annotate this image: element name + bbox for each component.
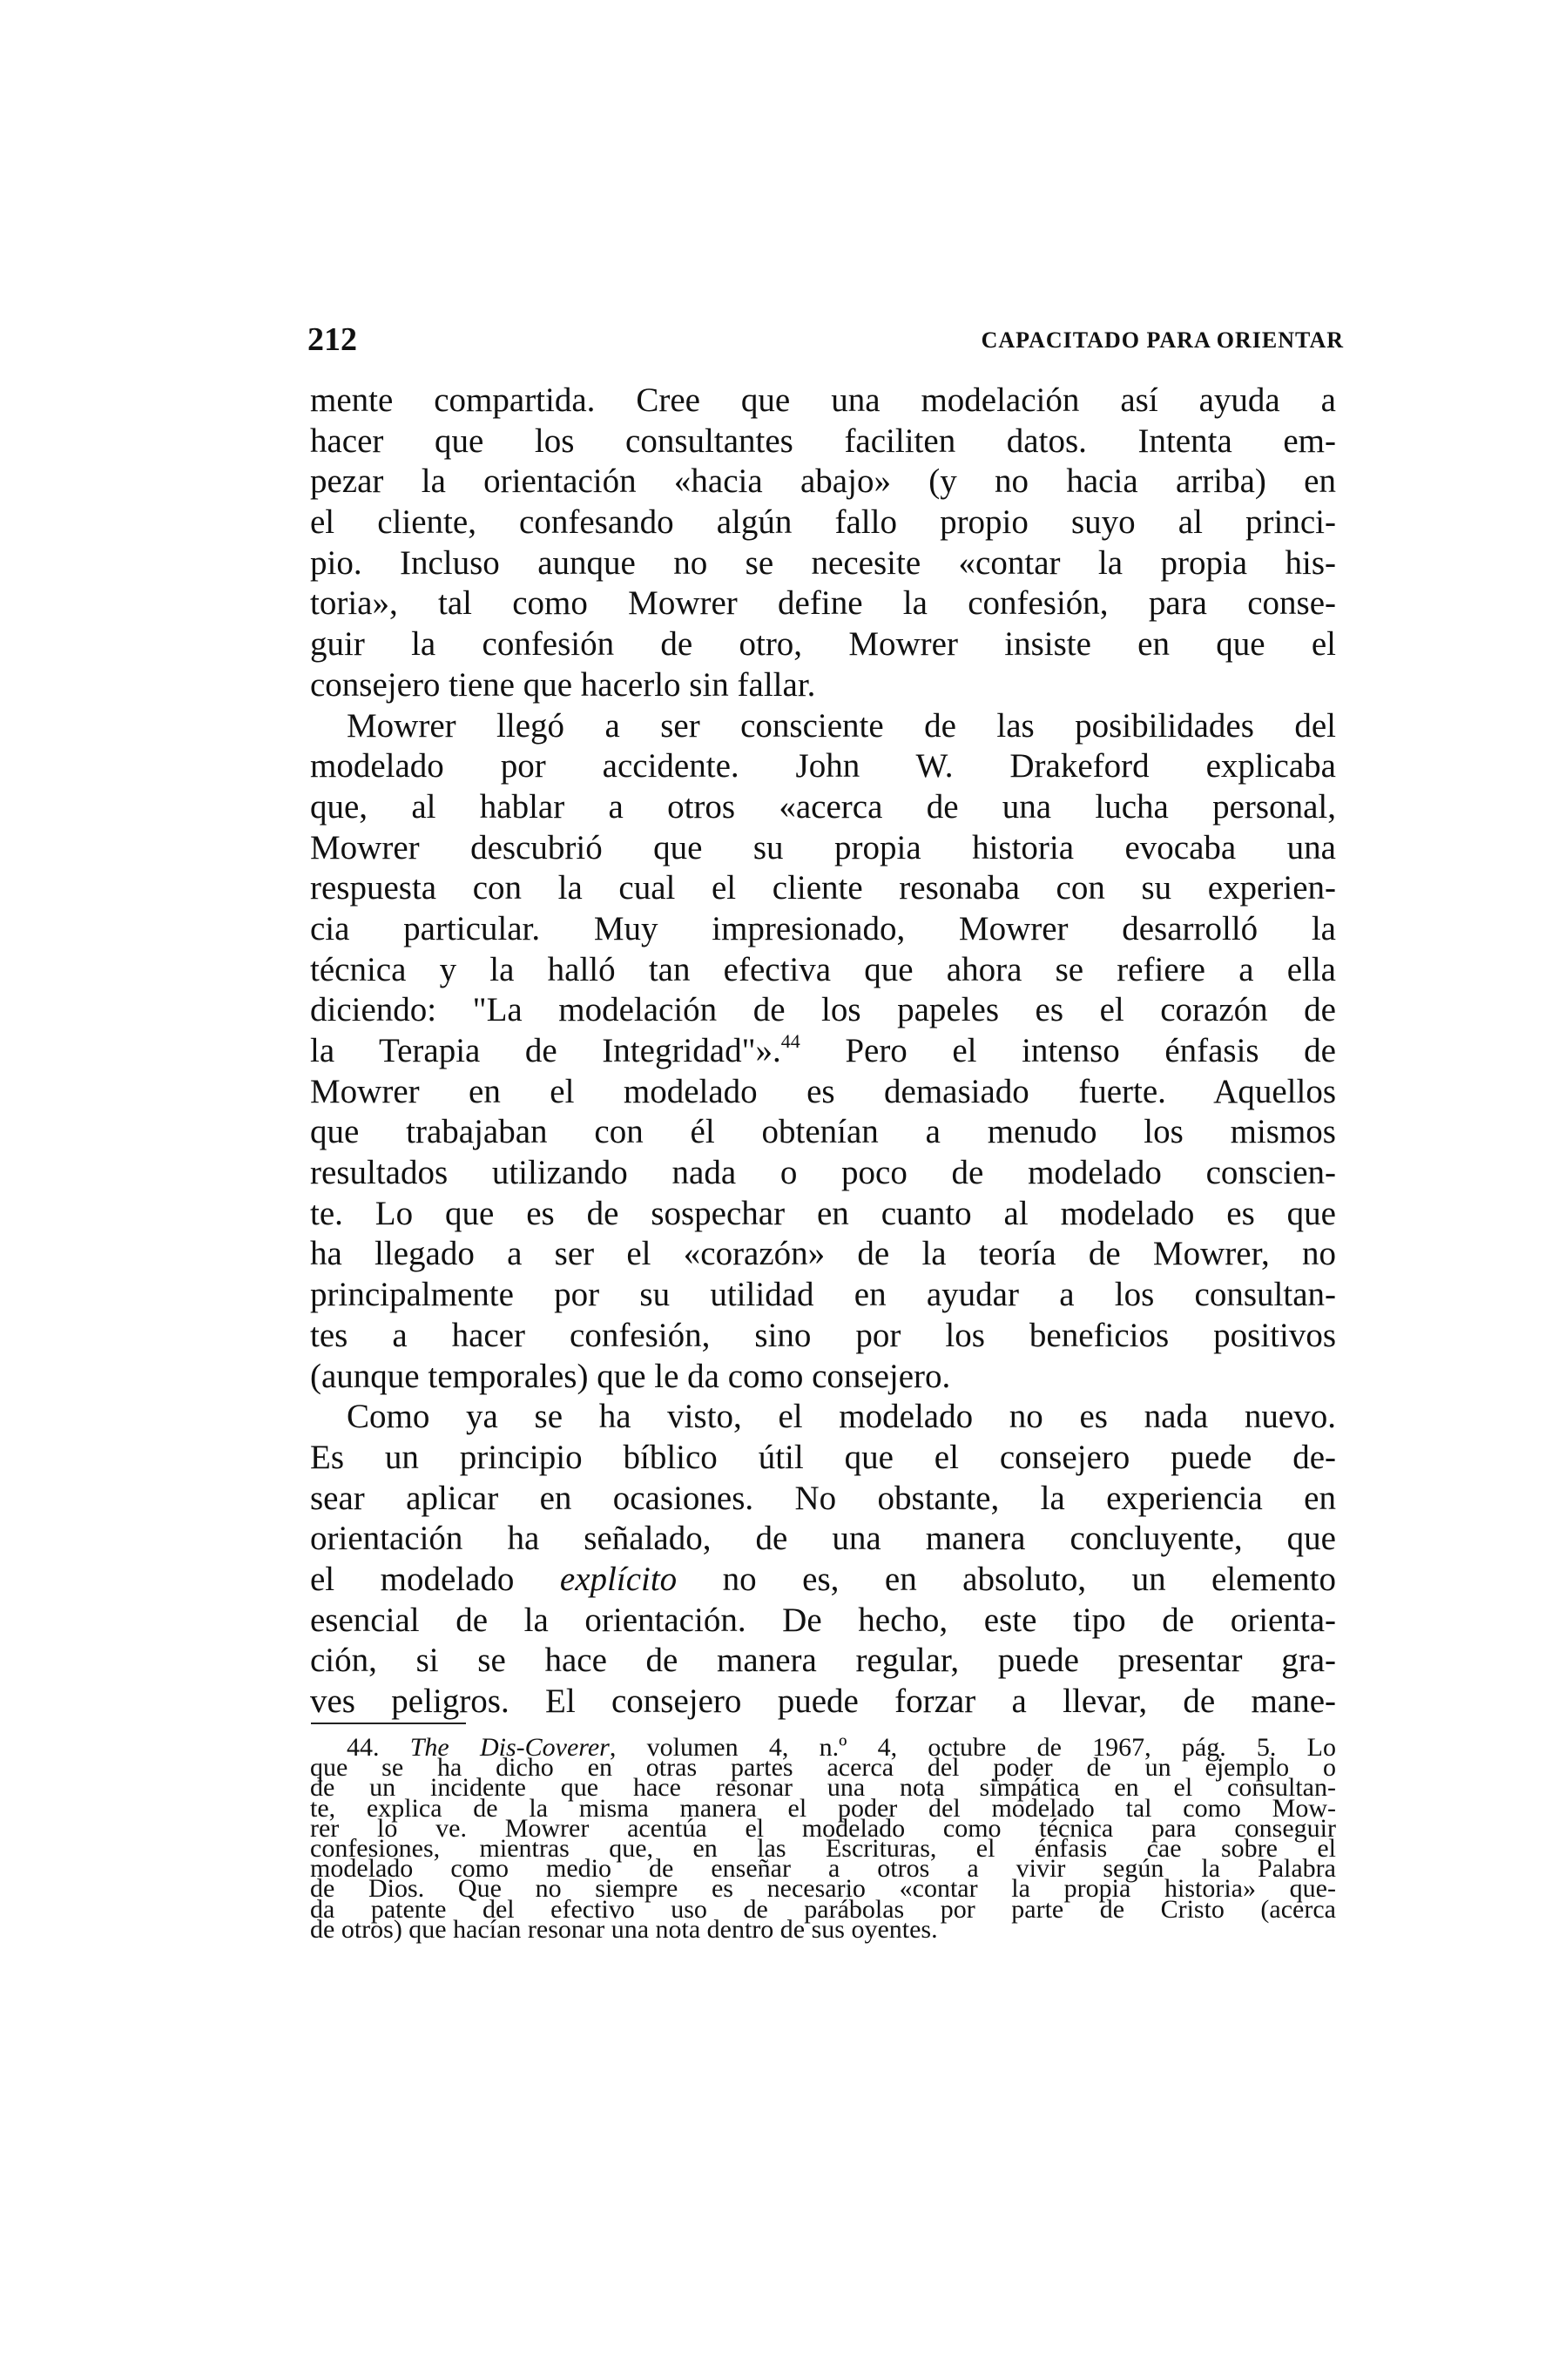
text-line: Mowrer en el modelado es demasiado fuerte. Aquellos (310, 1072, 1336, 1110)
text-line: ha llegado a ser el «corazón» de la teoría de Mowrer, no (310, 1235, 1336, 1273)
running-head: CAPACITADO PARA ORIENTAR (981, 327, 1344, 353)
text-line: que trabajaban con él obtenían a menudo los mismos (310, 1113, 1336, 1151)
footnote-line: confesiones, mientras que, en las Escrituras, el énfasis cae sobre el (310, 1833, 1336, 1863)
text-line: pio. Incluso aunque no se necesite «contar la propia his- (310, 543, 1336, 582)
footnote-line: que se ha dicho en otras partes acerca del poder de un ejemplo o (310, 1753, 1336, 1783)
text-line: pezar la orientación «hacia abajo» (y no hacia arriba) en (310, 462, 1336, 501)
text-line: modelado por accidente. John W. Drakeford explicaba (310, 747, 1336, 785)
page-header (307, 318, 1344, 361)
footnote-text: , volumen 4, n.º 4, octubre de 1967, pág. 5. Lo (609, 1733, 1337, 1762)
text-line: técnica y la halló tan efectiva que ahora se refiere a ella (310, 950, 1336, 988)
text-line: orientación ha señalado, de una manera concluyente, que (310, 1520, 1336, 1558)
italic-word: explícito (559, 1560, 678, 1598)
paragraph-3 (310, 1397, 1336, 1723)
text-line: sear aplicar en ocasiones. No obstante, la experiencia en (310, 1479, 1336, 1517)
footnote-line: de Dios. Que no siempre es necesario «contar la propia historia» que- (310, 1874, 1336, 1904)
text-line: tes a hacer confesión, sino por los beneficios positivos (310, 1316, 1336, 1354)
footnote-line: modelado como medio de enseñar a otros a vivir según la Palabra (310, 1854, 1336, 1884)
text-line: toria», tal como Mowrer define la confesión, para conse- (310, 584, 1336, 623)
body-text (310, 381, 1336, 1723)
text-segment: el modelado (310, 1560, 560, 1598)
text-line: que, al hablar a otros «acerca de una lucha personal, (310, 787, 1336, 826)
text-line: Mowrer descubrió que su propia historia evocaba una (310, 828, 1336, 866)
text-line: (aunque temporales) que le da como consejero. (310, 1357, 951, 1395)
text-line: principalmente por su utilidad en ayudar a los consultan- (310, 1276, 1336, 1314)
text-line: diciendo: "La modelación de los papeles es el corazón de (310, 991, 1336, 1029)
text-line: ción, si se hace de manera regular, puede presentar gra- (310, 1642, 1336, 1680)
text-line-with-footnote-ref (310, 1031, 1336, 1072)
text-line: respuesta con la cual el cliente resonaba con su experien- (310, 869, 1336, 907)
paragraph-2 (310, 706, 1336, 1398)
text-segment: la Terapia de Integridad"». (310, 1032, 781, 1069)
footnote-line: de otros) que hacían resonar una nota dentro de sus oyentes. (310, 1914, 938, 1944)
footnote (310, 1733, 1337, 1944)
footnote-separator (311, 1723, 466, 1724)
text-line: Mowrer llegó a ser consciente de las posibilidades del (347, 706, 1336, 745)
text-line: el cliente, confesando algún fallo propio suyo al princi- (310, 503, 1336, 542)
text-segment: no es, en absoluto, un elemento (677, 1560, 1336, 1598)
footnote-line: te, explica de la misma manera el poder del modelado tal como Mow- (310, 1793, 1336, 1823)
text-line: Es un principio bíblico útil que el consejero puede de- (310, 1438, 1336, 1476)
text-line: cia particular. Muy impresionado, Mowrer desarrolló la (310, 909, 1336, 947)
footnote-line: rer lo ve. Mowrer acentúa el modelado como técnica para conseguir (310, 1813, 1336, 1843)
text-line: resultados utilizando nada o poco de modelado conscien- (310, 1154, 1336, 1192)
text-line-with-italic (310, 1560, 1336, 1601)
paragraph-1 (310, 381, 1336, 706)
text-line: esencial de la orientación. De hecho, este tipo de orienta- (310, 1601, 1336, 1639)
page-number: 212 (307, 321, 357, 358)
text-line: consejero tiene que hacerlo sin fallar. (310, 665, 816, 704)
footnote-reference: 44 (780, 1030, 800, 1052)
text-line: ves peligros. El consejero puede forzar a llevar, de mane- (310, 1682, 1336, 1720)
footnote-line: de un incidente que hace resonar una nota simpática en el consultan- (310, 1773, 1336, 1803)
text-line: hacer que los consultantes faciliten datos. Intenta em- (310, 421, 1336, 460)
text-line: mente compartida. Cree que una modelación así ayuda a (310, 381, 1336, 419)
footnote-number: 44. (347, 1733, 380, 1762)
footnote-title: The Dis-Coverer (409, 1733, 610, 1762)
text-line: Como ya se ha visto, el modelado no es nada nuevo. (347, 1398, 1336, 1436)
text-line: te. Lo que es de sospechar en cuanto al modelado es que (310, 1194, 1336, 1232)
text-line: guir la confesión de otro, Mowrer insiste en que el (310, 625, 1336, 664)
footnote-line: da patente del efectivo uso de parábolas por parte de Cristo (acerca (310, 1894, 1336, 1924)
text-segment: Pero el intenso énfasis de (800, 1032, 1336, 1069)
